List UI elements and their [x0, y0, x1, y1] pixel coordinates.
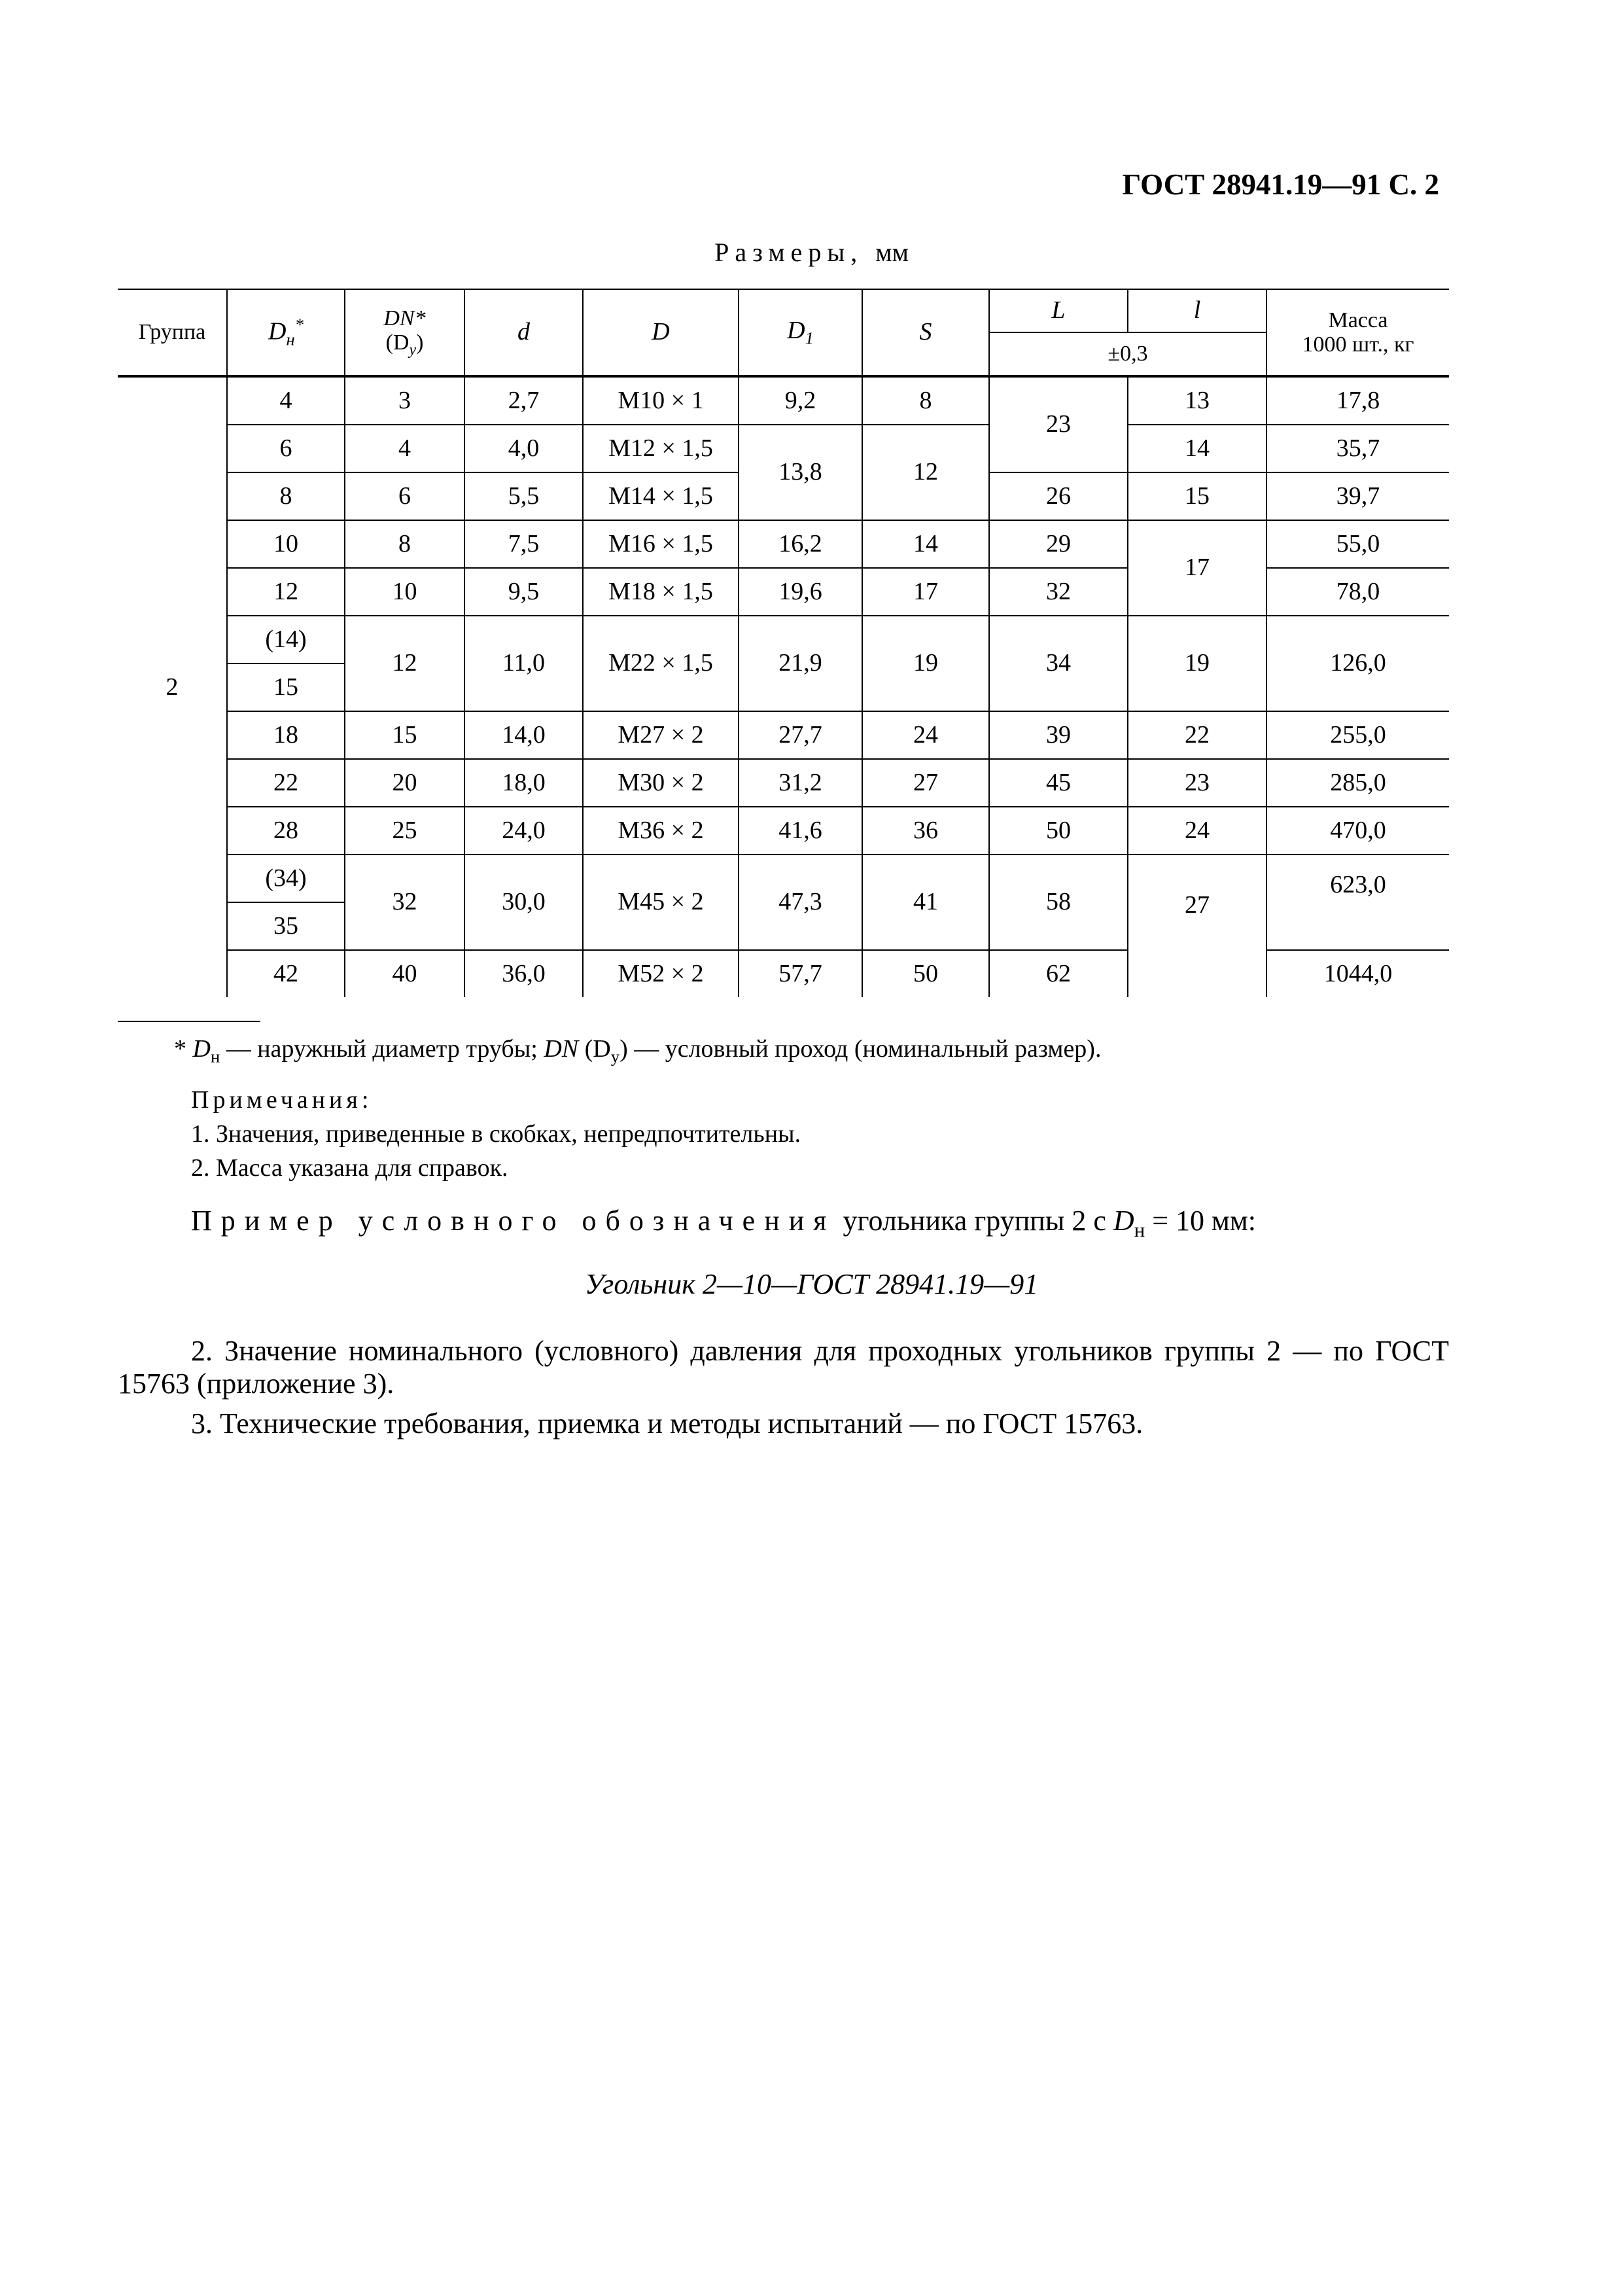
cell-S: 27	[862, 759, 989, 807]
cell-L: 58	[989, 855, 1128, 950]
cell-l: 24	[1128, 807, 1266, 855]
cell-dn: 28	[227, 807, 345, 855]
col-dn-outer	[227, 289, 345, 376]
cell-S: 24	[862, 711, 989, 759]
cell-D1: 57,7	[739, 950, 862, 997]
table-row	[118, 711, 1449, 759]
cell-mass: 470,0	[1266, 807, 1449, 855]
cell-dn: (14)	[227, 616, 345, 663]
table-row	[118, 807, 1449, 855]
caption-unit: мм	[875, 238, 909, 267]
cell-d: 14,0	[464, 711, 583, 759]
cell-D1: 13,8	[739, 425, 862, 520]
col-dn-nominal-alt-sub: y	[409, 342, 417, 359]
col-l: l	[1128, 289, 1266, 332]
cell-D: М10 × 1	[583, 376, 739, 425]
cell-l-value: 27	[1185, 891, 1210, 919]
cell-D: М22 × 1,5	[583, 616, 739, 711]
cell-d: 30,0	[464, 855, 583, 950]
table-row	[118, 855, 1449, 902]
cell-DN: 40	[345, 950, 464, 997]
cell-DN: 8	[345, 520, 464, 568]
cell-d: 36,0	[464, 950, 583, 997]
col-dn-outer-sup: *	[294, 315, 304, 335]
footnote-dy-sub: y	[610, 1046, 620, 1067]
cell-DN: 20	[345, 759, 464, 807]
cell-dn: 18	[227, 711, 345, 759]
table-row	[118, 425, 1449, 472]
cell-D1: 16,2	[739, 520, 862, 568]
paragraph-3: 3. Технические требования, приемка и методы испытаний — по ГОСТ 15763.	[191, 1407, 1143, 1439]
cell-D: М45 × 2	[583, 855, 739, 950]
col-dn-outer-sub: н	[286, 329, 295, 349]
cell-l: 13	[1128, 376, 1266, 425]
cell-mass: 285,0	[1266, 759, 1449, 807]
cell-l	[1128, 855, 1266, 997]
cell-mass: 39,7	[1266, 472, 1449, 520]
cell-mass: 1044,0	[1266, 950, 1449, 997]
cell-S: 19	[862, 616, 989, 711]
cell-D1: 47,3	[739, 855, 862, 950]
col-dn-nominal	[345, 289, 464, 376]
cell-D: М52 × 2	[583, 950, 739, 997]
cell-l: 19	[1128, 616, 1266, 711]
footnote-star: *	[174, 1035, 193, 1063]
col-d: d	[464, 289, 583, 376]
col-mass-line1: Масса	[1328, 308, 1388, 332]
cell-S: 41	[862, 855, 989, 950]
cell-d: 2,7	[464, 376, 583, 425]
cell-dn: 4	[227, 376, 345, 425]
footnote-DN: DN	[544, 1035, 579, 1063]
cell-D: М12 × 1,5	[583, 425, 739, 472]
cell-D: М16 × 1,5	[583, 520, 739, 568]
col-mass	[1266, 289, 1449, 376]
note-2: 2. Масса указана для справок.	[191, 1154, 508, 1182]
cell-D: М30 × 2	[583, 759, 739, 807]
cell-mass: 17,8	[1266, 376, 1449, 425]
cell-D: М18 × 1,5	[583, 568, 739, 616]
cell-D: М27 × 2	[583, 711, 739, 759]
example-dn: D	[1113, 1205, 1134, 1237]
cell-L: 45	[989, 759, 1128, 807]
col-dn-nominal-alt: (D	[385, 330, 410, 355]
example-eq: = 10 мм:	[1145, 1205, 1256, 1237]
notes-heading: Примечания:	[191, 1086, 373, 1114]
cell-dn: 42	[227, 950, 345, 997]
cell-l: 14	[1128, 425, 1266, 472]
cell-mass: 35,7	[1266, 425, 1449, 472]
col-group: Группа	[118, 289, 227, 376]
cell-L: 39	[989, 711, 1128, 759]
cell-l: 22	[1128, 711, 1266, 759]
cell-d: 24,0	[464, 807, 583, 855]
cell-D1: 41,6	[739, 807, 862, 855]
cell-DN: 32	[345, 855, 464, 950]
footnote-dn-sub: н	[210, 1046, 220, 1067]
col-D1-letter: D	[787, 316, 805, 344]
cell-L: 62	[989, 950, 1128, 997]
cell-D: М36 × 2	[583, 807, 739, 855]
cell-d: 11,0	[464, 616, 583, 711]
designation-example	[191, 1204, 1256, 1242]
cell-l: 15	[1128, 472, 1266, 520]
col-D1-sub: 1	[805, 328, 814, 348]
col-D: D	[583, 289, 739, 376]
cell-mass: 55,0	[1266, 520, 1449, 568]
footnote-open: (D	[578, 1035, 611, 1063]
cell-S: 17	[862, 568, 989, 616]
cell-S: 8	[862, 376, 989, 425]
col-dn-outer-letter: D	[268, 317, 287, 345]
cell-d: 7,5	[464, 520, 583, 568]
cell-dn: 15	[227, 663, 345, 711]
footnote	[174, 1034, 1450, 1072]
cell-d: 4,0	[464, 425, 583, 472]
cell-mass: 126,0	[1266, 616, 1449, 711]
cell-dn: (34)	[227, 855, 345, 902]
cell-dn: 10	[227, 520, 345, 568]
cell-D1: 9,2	[739, 376, 862, 425]
col-S: S	[862, 289, 989, 376]
dimensions-table	[118, 289, 1449, 997]
col-D1	[739, 289, 862, 376]
cell-DN: 6	[345, 472, 464, 520]
cell-DN: 3	[345, 376, 464, 425]
cell-L: 23	[989, 376, 1128, 472]
cell-S: 12	[862, 425, 989, 520]
cell-dn: 8	[227, 472, 345, 520]
footnote-dn: D	[192, 1035, 211, 1063]
cell-D1: 27,7	[739, 711, 862, 759]
table-caption	[0, 237, 1623, 268]
cell-l: 23	[1128, 759, 1266, 807]
col-mass-line2: 1000 шт., кг	[1302, 332, 1414, 357]
cell-L: 50	[989, 807, 1128, 855]
col-dn-nominal-label: DN*	[383, 306, 426, 330]
example-dn-sub: н	[1134, 1218, 1145, 1241]
cell-mass: 255,0	[1266, 711, 1449, 759]
cell-dn: 12	[227, 568, 345, 616]
cell-L: 29	[989, 520, 1128, 568]
note-1: 1. Значения, приведенные в скобках, непредпочтительны.	[191, 1120, 801, 1148]
cell-d: 9,5	[464, 568, 583, 616]
cell-L: 32	[989, 568, 1128, 616]
cell-mass	[1266, 855, 1449, 950]
cell-mass: 78,0	[1266, 568, 1449, 616]
example-text: угольника группы 2 с	[835, 1205, 1113, 1237]
paragraph-2: 2. Значение номинального (условного) давления для проходных угольников группы 2 — по ГОСТ 15763 (приложение 3).	[118, 1335, 1449, 1400]
cell-DN: 4	[345, 425, 464, 472]
cell-group: 2	[118, 376, 227, 997]
table-row	[118, 376, 1449, 425]
cell-DN: 25	[345, 807, 464, 855]
cell-D1: 19,6	[739, 568, 862, 616]
example-spaced: Пример условного обозначения	[191, 1205, 836, 1237]
footnote-text2: ) — условный проход (номинальный размер).	[620, 1035, 1102, 1063]
cell-L: 34	[989, 616, 1128, 711]
col-dn-nominal-alt-close: )	[416, 330, 424, 355]
cell-D: М14 × 1,5	[583, 472, 739, 520]
footnote-rule	[118, 1021, 260, 1022]
cell-dn: 35	[227, 902, 345, 950]
cell-mass-value: 623,0	[1330, 871, 1386, 899]
page-header: ГОСТ 28941.19—91 С. 2	[1122, 168, 1439, 201]
cell-dn: 6	[227, 425, 345, 472]
cell-DN: 15	[345, 711, 464, 759]
col-tolerance: ±0,3	[989, 332, 1266, 376]
cell-d: 18,0	[464, 759, 583, 807]
cell-l: 17	[1128, 520, 1266, 616]
cell-S: 36	[862, 807, 989, 855]
cell-S: 14	[862, 520, 989, 568]
cell-DN: 10	[345, 568, 464, 616]
table-row	[118, 520, 1449, 568]
cell-D1: 21,9	[739, 616, 862, 711]
cell-d: 5,5	[464, 472, 583, 520]
table-row	[118, 616, 1449, 663]
cell-L: 26	[989, 472, 1128, 520]
caption-text: Размеры,	[714, 238, 864, 267]
col-L: L	[989, 289, 1128, 332]
header-row-1	[118, 289, 1449, 332]
cell-dn: 22	[227, 759, 345, 807]
footnote-text1: — наружный диаметр трубы;	[220, 1035, 544, 1063]
designation: Угольник 2—10—ГОСТ 28941.19—91	[584, 1268, 1039, 1300]
cell-D1: 31,2	[739, 759, 862, 807]
cell-DN: 12	[345, 616, 464, 711]
table-row	[118, 759, 1449, 807]
cell-S: 50	[862, 950, 989, 997]
